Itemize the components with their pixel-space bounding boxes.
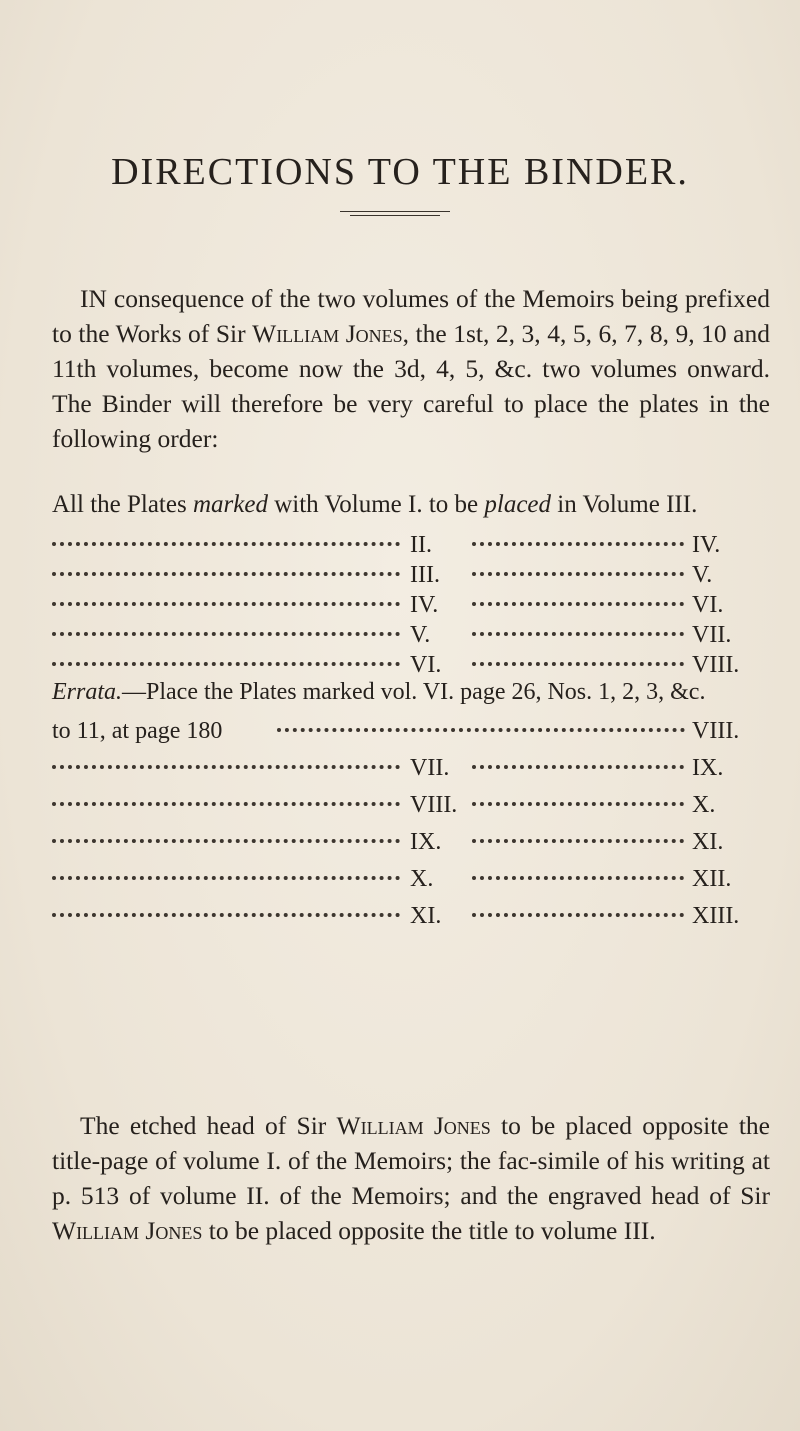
volume-from: XI. bbox=[410, 903, 442, 929]
intro-name: William Jones bbox=[252, 319, 403, 348]
leader-dots bbox=[472, 876, 684, 886]
leader-dots bbox=[52, 765, 400, 775]
plate-row bbox=[52, 620, 772, 650]
volume-from: VIII. bbox=[410, 792, 458, 818]
volume-to: XII. bbox=[692, 866, 732, 892]
closing-name-2: William Jones bbox=[52, 1216, 203, 1245]
volume-to: X. bbox=[692, 792, 716, 818]
heading-marked: marked bbox=[192, 491, 268, 518]
volume-to: XIII. bbox=[692, 903, 740, 929]
plate-row bbox=[52, 827, 772, 857]
heading-prefix: All the Plates bbox=[52, 491, 193, 518]
leader-dots bbox=[472, 802, 684, 812]
leader-dots bbox=[52, 572, 400, 582]
page-title: DIRECTIONS TO THE BINDER. bbox=[111, 151, 689, 193]
volume-to: IV. bbox=[692, 532, 721, 558]
plate-row bbox=[52, 560, 772, 590]
leader-dots bbox=[472, 542, 684, 552]
volume-from: II. bbox=[410, 532, 432, 558]
volume-from: III. bbox=[410, 562, 440, 588]
leader-dots bbox=[472, 632, 684, 642]
title-rule bbox=[340, 211, 450, 212]
leader-dots bbox=[52, 913, 400, 923]
errata-line bbox=[52, 679, 705, 706]
volume-to: VII. bbox=[692, 622, 732, 648]
volume-from: VI. bbox=[410, 652, 442, 678]
volume-from: X. bbox=[410, 866, 434, 892]
volume-from: IV. bbox=[410, 592, 439, 618]
leader-dots bbox=[472, 765, 684, 775]
volume-to: VI. bbox=[692, 592, 724, 618]
errata-continuation-row bbox=[52, 716, 772, 746]
leader-dots bbox=[472, 662, 684, 672]
intro-text-2: , the 1st, 2, 3, 4, 5, 6, 7, 8, 9, 10 and 11th volumes, become now the 3d, 4, 5, &c. two volumes onward. The Binder will therefore be very careful to place the plates in the following order: bbox=[52, 319, 770, 453]
plate-row bbox=[52, 650, 772, 680]
errata-cont-text: to 11, at page 180 bbox=[52, 718, 223, 744]
errata-label: Errata. bbox=[52, 679, 123, 705]
leader-dots bbox=[472, 913, 684, 923]
plate-row bbox=[52, 790, 772, 820]
volume-to: VIII. bbox=[692, 652, 740, 678]
errata-text: —Place the Plates marked vol. VI. page 26, Nos. 1, 2, 3, &c. bbox=[122, 679, 706, 705]
leader-dots bbox=[52, 876, 400, 886]
volume-from: VII. bbox=[410, 755, 450, 781]
title-rule-inner bbox=[350, 215, 440, 216]
plates-heading bbox=[52, 491, 697, 519]
plate-row bbox=[52, 753, 772, 783]
heading-suffix: in Volume III. bbox=[551, 491, 698, 518]
leader-dots bbox=[277, 728, 685, 738]
leader-dots bbox=[472, 839, 684, 849]
leader-dots bbox=[52, 802, 400, 812]
errata-cont-to: VIII. bbox=[692, 718, 740, 744]
leader-dots bbox=[52, 662, 400, 672]
closing-text-3: to be placed opposite the title to volume III. bbox=[202, 1216, 656, 1245]
leader-dots bbox=[52, 839, 400, 849]
volume-to: IX. bbox=[692, 755, 724, 781]
intro-text-1: IN consequence of the two volumes of the Memoirs being prefixed to the Works of Sir bbox=[52, 284, 770, 348]
closing-text-2: to be placed opposite the title-page of volume I. of the Memoirs; the fac-simile of his writing at p. 513 of volume II. of the Memoirs; and the engraved head of Sir bbox=[52, 1111, 771, 1210]
volume-to: XI. bbox=[692, 829, 724, 855]
heading-placed: placed bbox=[484, 491, 552, 518]
leader-dots bbox=[52, 632, 400, 642]
leader-dots bbox=[52, 602, 400, 612]
closing-text-1: The etched head of Sir bbox=[80, 1111, 337, 1140]
heading-middle: with Volume I. to be bbox=[267, 491, 485, 518]
leader-dots bbox=[472, 572, 684, 582]
plate-row bbox=[52, 590, 772, 620]
volume-from: IX. bbox=[410, 829, 442, 855]
volume-from: V. bbox=[410, 622, 431, 648]
plate-row bbox=[52, 901, 772, 931]
plate-row bbox=[52, 530, 772, 560]
leader-dots bbox=[472, 602, 684, 612]
closing-name-1: William Jones bbox=[336, 1111, 491, 1140]
plate-row bbox=[52, 864, 772, 894]
leader-dots bbox=[52, 542, 400, 552]
intro-paragraph bbox=[52, 281, 770, 456]
closing-paragraph bbox=[52, 1108, 770, 1248]
volume-to: V. bbox=[692, 562, 713, 588]
